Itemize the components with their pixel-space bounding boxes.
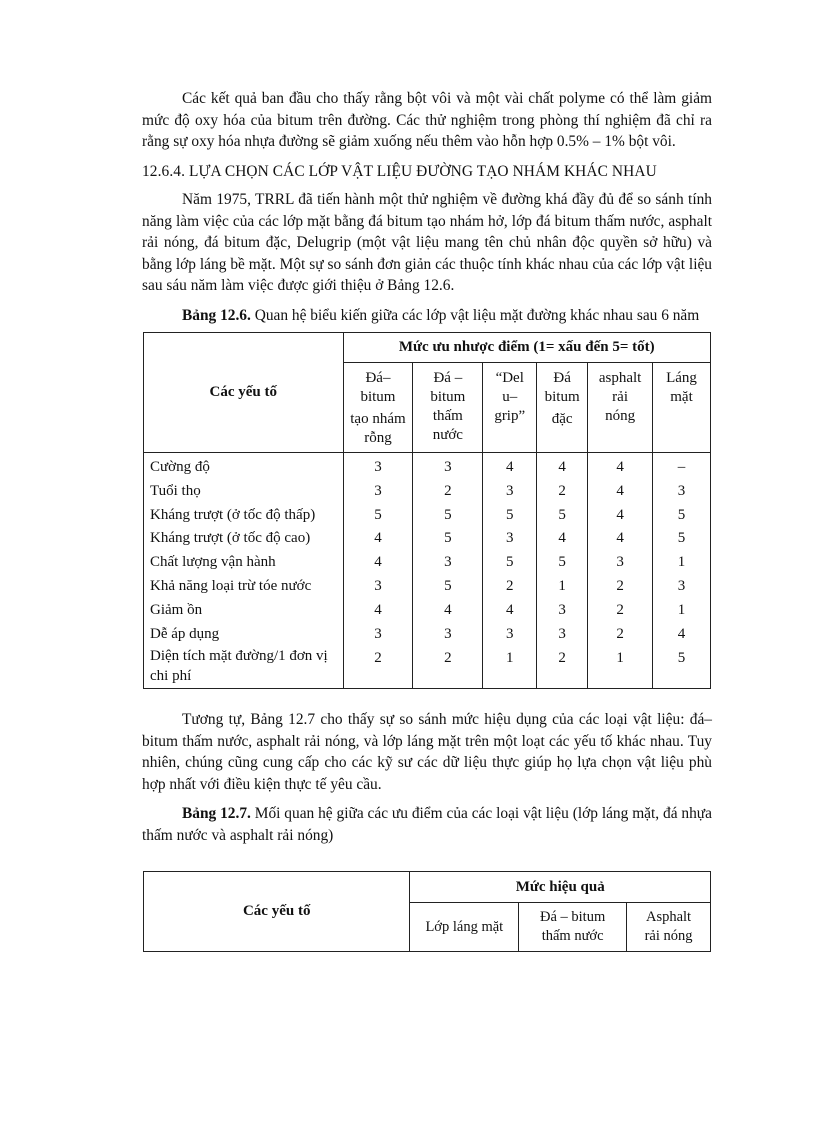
table-row	[144, 646, 711, 689]
cell: 5	[483, 504, 537, 528]
cell: 5	[343, 504, 413, 528]
table1-caption	[142, 305, 712, 327]
cell: 4	[483, 599, 537, 623]
section-paragraph: Năm 1975, TRRL đã tiến hành một thử nghiệm về đường khá đầy đủ để so sánh tính năng làm việc của các lớp mặt bằng đá bitum tạo nhám hở, lớp đá bitum thấm nước, asphalt rải nóng, đá bitum đặc, Delugrip (một vật liệu mang tên chủ nhân độc quyền sở hữu) và bằng lớp láng bề mặt. Một sự so sánh đơn giản các thuộc tính khác nhau của các lớp vật liệu sau sáu năm làm việc được giới thiệu ở Bảng 12.6.	[142, 191, 712, 294]
section-heading: 12.6.4. LỰA CHỌN CÁC LỚP VẬT LIỆU ĐƯỜNG TẠO NHÁM KHÁC NHAU	[142, 162, 657, 180]
cell: 2	[413, 646, 483, 689]
column-header: Đá – bitum thấm nước	[519, 903, 627, 952]
cell: 3	[343, 480, 413, 504]
cell: 1	[537, 575, 588, 599]
cell: 3	[537, 623, 588, 647]
cell: 4	[343, 551, 413, 575]
cell: 4	[653, 623, 711, 647]
table-row	[144, 551, 711, 575]
cell: 5	[413, 527, 483, 551]
table-row	[144, 504, 711, 528]
cell: 3	[483, 527, 537, 551]
cell: 2	[537, 480, 588, 504]
cell: 5	[653, 527, 711, 551]
cell: 3	[413, 623, 483, 647]
table1-caption-text: Quan hệ biểu kiến giữa các lớp vật liệu mặt đường khác nhau sau 6 năm	[250, 306, 700, 324]
cell: 3	[537, 599, 588, 623]
cell: 3	[653, 480, 711, 504]
comparison-paragraph: Tương tự, Bảng 12.7 cho thấy sự so sánh mức hiệu dụng của các loại vật liệu: đá–bitum thấm nước, asphalt rải nóng, và lớp láng mặt trên một loạt các yếu tố khác nhau. Tuy nhiên, chúng cũng cung cấp cho các kỹ sư các dữ liệu thực giúp họ lựa chọn vật liệu phù hợp nhất với điều kiện thực tế yêu cầu.	[142, 711, 712, 793]
cell: 5	[653, 646, 711, 689]
cell: 3	[413, 551, 483, 575]
row-label: Giảm ồn	[144, 599, 344, 623]
cell: 2	[588, 599, 653, 623]
column-header: Đá – bitum thấm nước	[413, 363, 483, 453]
row-label: Kháng trượt (ở tốc độ cao)	[144, 527, 344, 551]
cell: 1	[653, 599, 711, 623]
row-label: Dễ áp dụng	[144, 623, 344, 647]
cell: 2	[588, 575, 653, 599]
cell: 1	[588, 646, 653, 689]
factor-header: Các yếu tố	[144, 333, 344, 453]
cell: 4	[588, 527, 653, 551]
cell: 2	[343, 646, 413, 689]
row-label: Tuổi thọ	[144, 480, 344, 504]
cell: 5	[483, 551, 537, 575]
cell: 4	[537, 453, 588, 480]
column-header: “Del u– grip”	[483, 363, 537, 453]
cell: 5	[537, 504, 588, 528]
cell: 3	[483, 623, 537, 647]
row-label: Diện tích mặt đường/1 đơn vị chi phí	[144, 646, 344, 689]
cell: 2	[413, 480, 483, 504]
comparison-table-12-6	[143, 332, 711, 689]
cell: 4	[588, 504, 653, 528]
intro-paragraph: Các kết quả ban đầu cho thấy rằng bột vôi và một vài chất polyme có thể làm giảm mức độ oxy hóa của bitum trên đường. Các thử nghiệm trong phòng thí nghiệm đã chỉ ra rằng sự oxy hóa nhựa đường sẽ giảm xuống nếu thêm vào hỗn hợp 0.5% – 1% bột vôi.	[142, 90, 712, 150]
table1-caption-label: Bảng 12.6.	[182, 306, 251, 324]
table2-caption-label: Bảng 12.7.	[182, 805, 251, 823]
cell: 4	[483, 453, 537, 480]
cell: 3	[343, 623, 413, 647]
row-label: Khả năng loại trừ tóe nước	[144, 575, 344, 599]
cell: 4	[413, 599, 483, 623]
cell: 4	[588, 453, 653, 480]
cell: 5	[653, 504, 711, 528]
cell: –	[653, 453, 711, 480]
table2-caption	[142, 803, 712, 846]
document-page	[142, 88, 712, 952]
table-row	[144, 623, 711, 647]
table-row	[144, 480, 711, 504]
cell: 5	[413, 575, 483, 599]
cell: 4	[343, 527, 413, 551]
table-row	[144, 453, 711, 480]
cell: 3	[483, 480, 537, 504]
row-label: Chất lượng vận hành	[144, 551, 344, 575]
cell: 3	[343, 453, 413, 480]
column-header: asphalt rải nóng	[588, 363, 653, 453]
column-header: Đá bitum đặc	[537, 363, 588, 453]
cell: 4	[588, 480, 653, 504]
cell: 3	[653, 575, 711, 599]
cell: 4	[537, 527, 588, 551]
cell: 3	[588, 551, 653, 575]
group-header: Mức hiệu quả	[410, 872, 711, 903]
cell: 2	[483, 575, 537, 599]
column-header: Lớp láng mặt	[410, 903, 519, 952]
cell: 1	[653, 551, 711, 575]
group-header: Mức ưu nhược điểm (1= xấu đến 5= tốt)	[343, 333, 710, 363]
cell: 1	[483, 646, 537, 689]
table-row	[144, 527, 711, 551]
table2-caption-text: Mối quan hệ giữa các ưu điểm của các loại vật liệu (lớp láng mặt, đá nhựa thấm nước và asphalt rải nóng)	[142, 805, 712, 844]
cell: 2	[588, 623, 653, 647]
factor-header: Các yếu tố	[144, 872, 410, 952]
column-header: Asphalt rải nóng	[627, 903, 711, 952]
cell: 5	[413, 504, 483, 528]
cell: 4	[343, 599, 413, 623]
table-row	[144, 599, 711, 623]
column-header: Đá– bitum tạo nhám rỗng	[343, 363, 413, 453]
cell: 5	[537, 551, 588, 575]
cell: 2	[537, 646, 588, 689]
row-label: Cường độ	[144, 453, 344, 480]
cell: 3	[343, 575, 413, 599]
table-row	[144, 575, 711, 599]
effectiveness-table-12-7	[143, 871, 711, 952]
row-label: Kháng trượt (ở tốc độ thấp)	[144, 504, 344, 528]
cell: 3	[413, 453, 483, 480]
column-header: Láng mặt	[653, 363, 711, 453]
